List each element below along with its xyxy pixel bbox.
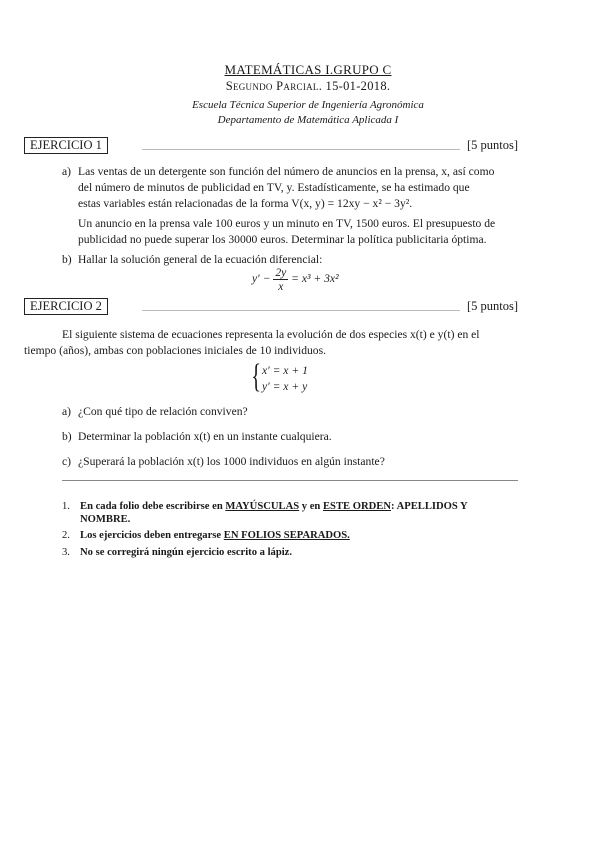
ex1-a-line1: Las ventas de un detergente son función del número de anuncios en la prensa, x, así como [78,165,495,178]
eq-fraction [273,266,288,293]
note-2-text: Los ejercicios deben entregarse EN FOLIOS SEPARADOS. [80,530,350,541]
ex2-a-label: a) [62,405,72,418]
eq-numerator: 2y [275,266,287,279]
note-1-line1: En cada folio debe escribirse en MAYÚSCULAS y en ESTE ORDEN: APELLIDOS Y [80,501,468,512]
ex1-a-line3: estas variables están relacionadas de la forma V(x, y) = 12xy − x² − 3y². [78,197,413,210]
eq-denominator: x [278,280,284,293]
ex1-a-line5: publicidad no puede superar los 30000 euros. Determinar la política publicitaria óptima. [78,233,487,246]
exercise-1-label: EJERCICIO 1 [24,137,108,154]
note-1-underline-orden: ESTE ORDEN [322,501,391,512]
ex2-b-label: b) [62,430,72,443]
note-3-number: 3. [62,547,70,558]
exam-subtitle: Segundo Parcial. 15-01-2018. [225,79,391,93]
ex2-c-text: ¿Superará la población x(t) los 1000 individuos en algún instante? [78,455,385,468]
notes-divider [62,480,518,481]
exercise-1-header [24,137,518,155]
eq-rhs: = x³ + 3x² [291,272,339,286]
ex2-intro-line2: tiempo (años), ambas con poblaciones iniciales de 10 individuos. [24,344,327,357]
note-3-text: No se corregirá ningún ejercicio escrito a lápiz. [80,547,293,558]
eq-lhs: y′ − [252,272,271,286]
note-1-line2: NOMBRE. [80,514,131,525]
exercise-2-points: [5 puntos] [466,299,518,313]
exam-title: MATEMÁTICAS I.GRUPO C [224,62,392,77]
system-eq-1: x′ = x + 1 [262,364,308,377]
exercise-2-label: EJERCICIO 2 [24,298,108,315]
ex2-intro-line1: El siguiente sistema de ecuaciones representa la evolución de dos especies x(t) e y(t) en el [62,328,480,341]
system-brace: { [251,358,262,395]
note-2-underline: EN FOLIOS SEPARADOS. [223,530,350,541]
ex1-a-label: a) [62,165,72,178]
differential-equation [252,266,339,293]
ex2-a-text: ¿Con qué tipo de relación conviven? [78,405,248,418]
note-1-number: 1. [62,501,70,512]
ex1-b-line1: Hallar la solución general de la ecuación diferencial: [78,253,323,266]
exercise-2-header [24,298,518,316]
exercise-1-points: [5 puntos] [466,138,518,152]
note-1-underline-mayusculas: MAYÚSCULAS [225,501,300,512]
ex1-a-line2: del número de minutos de publicidad en TV, y. Estadísticamente, se ha estimado que [78,181,470,194]
ex1-a-line4: Un anuncio en la prensa vale 100 euros y un minuto en TV, 1500 euros. El presupuesto de [78,217,496,230]
system-eq-2: y′ = x + y [262,380,308,393]
ex2-c-label: c) [62,455,72,468]
department-name: Departamento de Matemática Aplicada I [217,114,399,126]
exercise-1-rule [142,149,460,150]
school-name: Escuela Técnica Superior de Ingeniería Agronómica [192,99,424,111]
note-2-number: 2. [62,530,70,541]
exercise-2-rule [142,310,460,311]
ex1-b-label: b) [62,253,72,266]
ex2-b-text: Determinar la población x(t) en un instante cualquiera. [78,430,332,443]
